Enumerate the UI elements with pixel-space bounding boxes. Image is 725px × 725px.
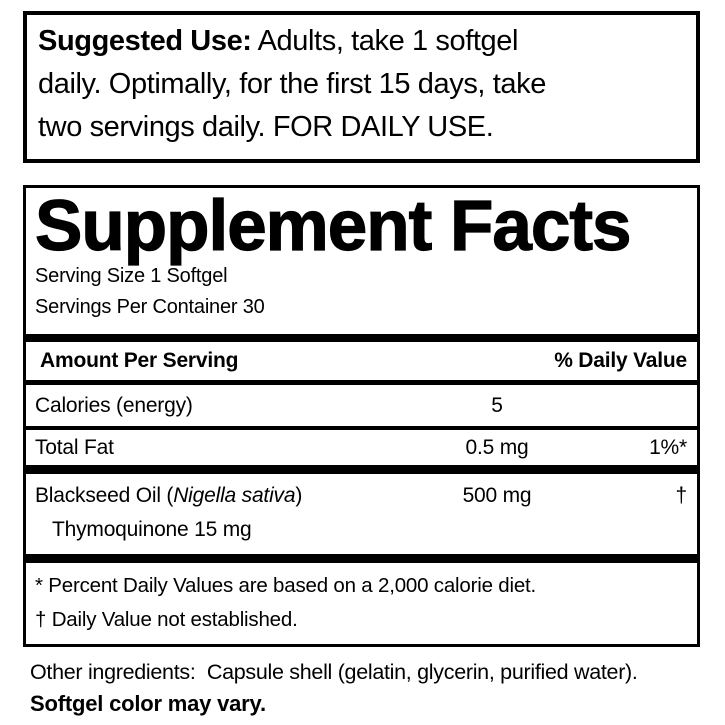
blackseed-name-prefix: Blackseed Oil (: [35, 484, 174, 507]
footnotes-block: [26, 563, 697, 644]
daily-value-header: % Daily Value: [554, 349, 687, 372]
nutrient-amount: 500 mg: [462, 484, 532, 507]
divider-thick-bottom: [26, 554, 697, 563]
softgel-color-note: Softgel color may vary.: [30, 691, 266, 716]
nutrient-amount: 5: [491, 393, 503, 417]
suggested-use-line-3: two servings daily. FOR DAILY USE.: [38, 111, 494, 143]
suggested-use-line-1-rest: Adults, take 1 softgel: [251, 25, 519, 57]
nutrient-row-total-fat: [26, 430, 697, 465]
blackseed-oil-line: [35, 482, 687, 509]
label-canvas: [23, 11, 700, 717]
footnote-dv-not-established: † Daily Value not established.: [35, 607, 298, 631]
nutrient-dv: 1%*: [649, 435, 687, 459]
nutrient-row-blackseed-oil: [26, 474, 697, 554]
blackseed-botanical-name: Nigella sativa: [173, 484, 296, 507]
facts-header-row: [26, 342, 697, 380]
nutrient-amount: 0.5 mg: [465, 435, 529, 459]
amount-per-serving-header: Amount Per Serving: [40, 349, 239, 372]
other-ingredients-text: Other ingredients: Capsule shell (gelatin, glycerin, purified water).: [30, 660, 638, 684]
nutrient-name: Total Fat: [35, 435, 114, 459]
suggested-use-box: [23, 11, 700, 163]
serving-size-text: Serving Size 1 Softgel: [35, 265, 228, 287]
servings-per-container-text: Servings Per Container 30: [35, 296, 265, 318]
nutrient-name: [35, 482, 402, 509]
suggested-use-line-2: daily. Optimally, for the first 15 days, take: [38, 68, 546, 100]
serving-info: [26, 261, 697, 323]
nutrient-name: Calories (energy): [35, 393, 193, 417]
blackseed-name-suffix: ): [295, 484, 303, 507]
nutrient-dv-dagger: †: [675, 484, 687, 507]
thymoquinone-sub-line: Thymoquinone 15 mg: [52, 518, 252, 541]
supplement-facts-panel: [23, 185, 700, 647]
suggested-use-line-1: [38, 20, 688, 63]
divider-thick-top: [26, 334, 697, 342]
nutrient-row-calories: [26, 385, 697, 426]
divider-thick-middle: [26, 465, 697, 474]
supplement-facts-title: Supplement Facts: [35, 187, 631, 266]
footnote-percent-dv: * Percent Daily Values are based on a 2,000 calorie diet.: [35, 574, 537, 597]
suggested-use-label: Suggested Use:: [38, 25, 252, 57]
